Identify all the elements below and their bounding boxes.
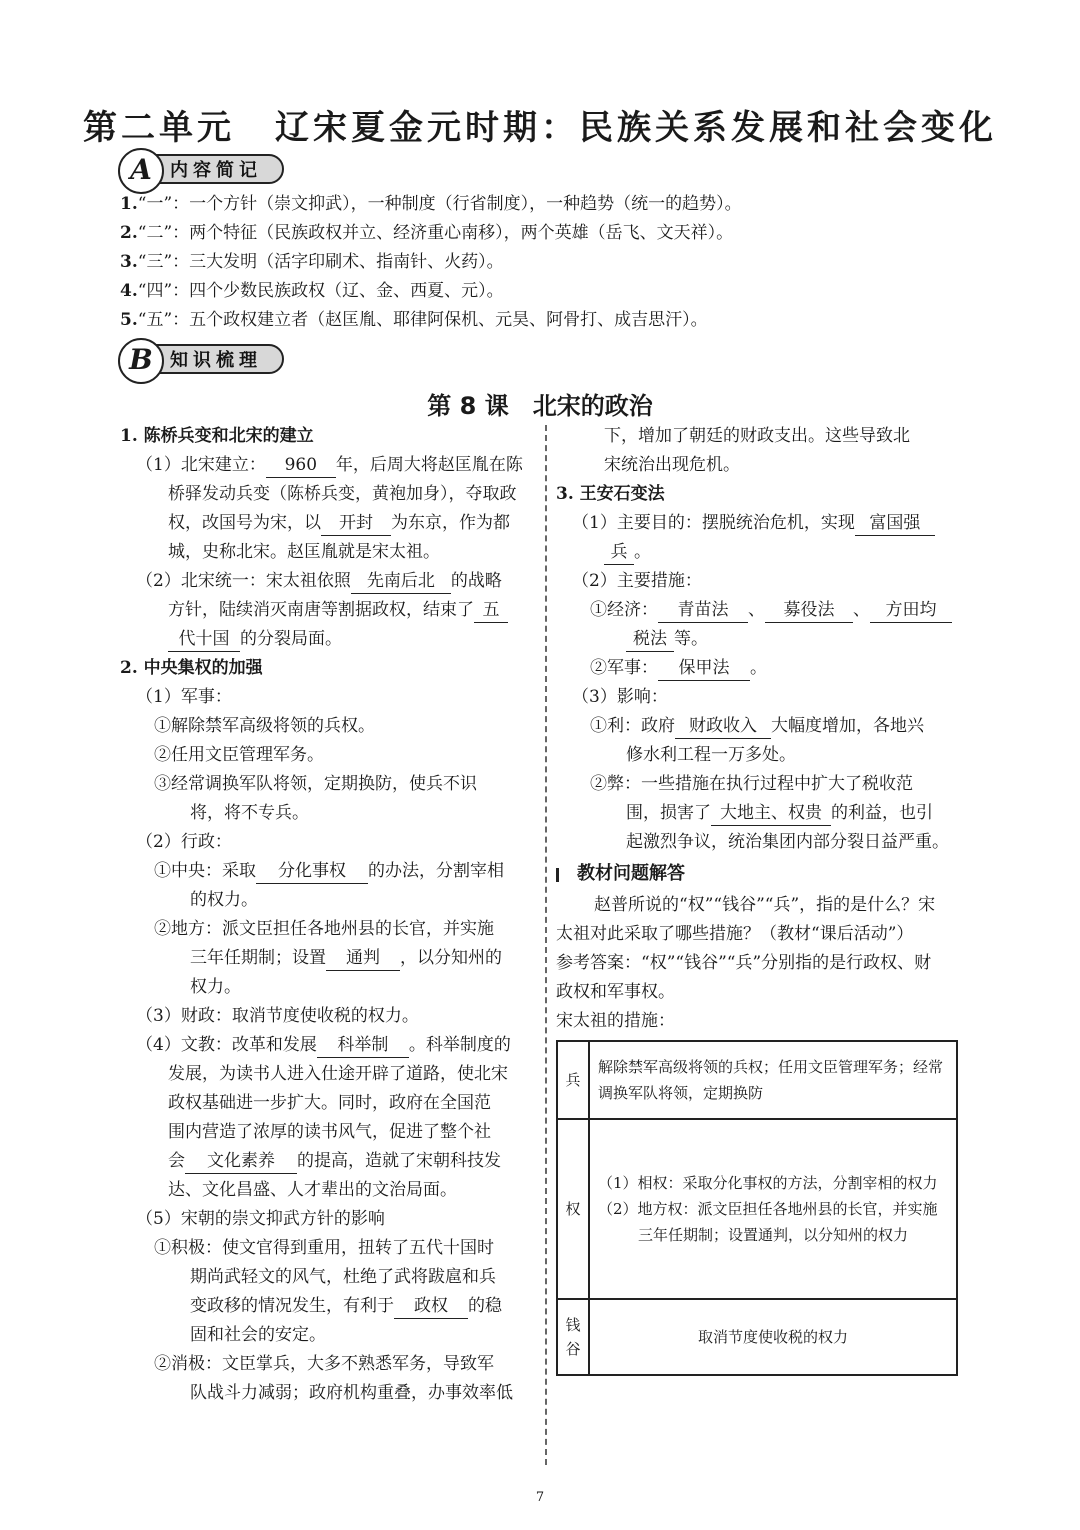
text-line: 城，史称北宋。赵匡胤就是宋太祖。 <box>168 542 440 562</box>
text-line: 代十国 的分裂局面。 <box>120 625 538 654</box>
answer-blank: 富国强 <box>855 511 935 536</box>
text-line: （2）北宋统一：宋太祖依照 先南后北 的战略 <box>120 567 538 596</box>
text-line: ①经济： 青苗法 、 募役法 、 方田均 <box>556 596 964 625</box>
text-line: ②军事： 保甲法 。 <box>556 654 964 683</box>
badge-label-b: 知识梳理 <box>144 344 284 374</box>
row-key: 兵 <box>557 1041 589 1119</box>
text-line: 权，改国号为宋，以 开封 为东京，作为都 <box>120 509 538 538</box>
text-line: 桥驿发动兵变（陈桥兵变，黄袍加身），夺取政 <box>168 484 517 504</box>
answer-blank: 开封 <box>321 511 391 536</box>
answer-blank: 文化素养 <box>185 1149 297 1174</box>
text-line: 围内营造了浓厚的读书风气，促进了整个社 <box>168 1122 491 1142</box>
text-line: 固和社会的安定。 <box>190 1325 326 1345</box>
text-line: 发展，为读书人进入仕途开辟了道路，使北宋 <box>168 1064 508 1084</box>
question-text: 太祖对此采取了哪些措施？（教材“课后活动”） <box>556 924 914 944</box>
text-line: （2）行政： <box>136 832 232 852</box>
section-badge-b <box>118 340 286 380</box>
row-value: 取消节度使收税的权力 <box>589 1299 957 1375</box>
section-badge-a <box>118 150 286 190</box>
text-line: ③经常调换军队将领，定期换防，使兵不识 <box>154 774 477 794</box>
text-line: ②任用文臣管理军务。 <box>154 745 324 765</box>
table-row <box>557 1299 957 1375</box>
answer-blank: 募役法 <box>765 598 853 623</box>
answer-blank: 兵 <box>604 540 634 565</box>
badge-letter-b: B <box>118 338 164 384</box>
content-summary <box>120 190 960 335</box>
summary-item: 2.“二”：两个特征（民族政权并立、经济重心南移），两个英雄（岳飞、文天祥）。 <box>120 223 734 243</box>
text-line: ①中央：采取 分化事权 的办法，分割宰相 <box>120 857 538 886</box>
badge-label-a: 内容简记 <box>144 154 284 184</box>
text-line: 围，损害了 大地主、权贵 的利益，也引 <box>556 799 964 828</box>
text-line: 兵 。 <box>556 538 964 567</box>
text-line: （3）影响： <box>572 687 668 707</box>
unit-subtitle: 辽宋夏金元时期：民族关系发展和社会变化 <box>275 108 997 148</box>
row-value: （1）相权：采取分化事权的方法，分割宰相的权力 （2）地方权：派文臣担任各地州县的长官，并实施三年任期制；设置通判，以分知州的权力 <box>589 1119 957 1299</box>
text-line: 的权力。 <box>190 890 258 910</box>
text-line: 变政移的情况发生，有利于 政权 的稳 <box>120 1292 538 1321</box>
answer-text: 参考答案：“权”“钱谷”“兵”分别指的是行政权、财 <box>556 953 932 973</box>
section-heading: 3. 王安石变法 <box>556 484 665 504</box>
text-line: 会 文化素养 的提高，造就了宋朝科技发 <box>120 1147 538 1176</box>
answer-blank: 财政收入 <box>675 714 771 739</box>
text-line: ②地方：派文臣担任各地州县的长官，并实施 <box>154 919 494 939</box>
answer-blank: 保甲法 <box>658 656 750 681</box>
answer-blank: 税法 <box>626 627 674 652</box>
answer-blank: 方田均 <box>870 598 952 623</box>
text-line: （3）财政：取消节度使收税的权力。 <box>136 1006 419 1026</box>
text-line: 宋统治出现危机。 <box>604 455 740 475</box>
answer-text: 宋太祖的措施： <box>556 1011 675 1031</box>
lesson-title: 第 8 课 北宋的政治 <box>427 392 653 420</box>
text-line: （1）北宋建立： 960 年，后周大将赵匡胤在陈 <box>120 451 538 480</box>
text-line: ①利：政府 财政收入 大幅度增加，各地兴 <box>556 712 964 741</box>
row-key: 权 <box>557 1119 589 1299</box>
badge-letter-a: A <box>118 148 164 194</box>
answer-blank: 科举制 <box>317 1033 409 1058</box>
answer-blank: 青苗法 <box>658 598 748 623</box>
answer-blank: 通判 <box>326 946 400 971</box>
summary-item: 3.“三”：三大发明（活字印刷术、指南针、火药）。 <box>120 252 504 272</box>
column-divider <box>545 425 547 1465</box>
text-line: 三年任期制；设置 通判 ，以分知州的 <box>120 944 538 973</box>
summary-item: 1.“一”：一个方针（崇文抑武），一种制度（行省制度），一种趋势（统一的趋势）。 <box>120 194 742 214</box>
summary-item: 4.“四”：四个少数民族政权（辽、金、西夏、元）。 <box>120 281 504 301</box>
section-heading: 1. 陈桥兵变和北宋的建立 <box>120 426 314 446</box>
right-column <box>556 422 964 1376</box>
text-line: ①解除禁军高级将领的兵权。 <box>154 716 375 736</box>
answer-blank: 大地主、权贵 <box>711 801 831 826</box>
answer-blank: 政权 <box>394 1294 468 1319</box>
textbook-heading: 教材问题解答 <box>556 857 964 891</box>
left-column <box>120 422 538 1408</box>
text-line: （4）文教：改革和发展 科举制 。科举制度的 <box>120 1031 538 1060</box>
text-line: ①积极：使文官得到重用，扭转了五代十国时 <box>154 1238 494 1258</box>
summary-item: 5.“五”：五个政权建立者（赵匡胤、耶律阿保机、元昊、阿骨打、成吉思汗）。 <box>120 310 708 330</box>
text-line: ②弊：一些措施在执行过程中扩大了税收范 <box>590 774 913 794</box>
text-line: 期尚武轻文的风气，杜绝了武将跋扈和兵 <box>190 1267 496 1287</box>
text-line: 队战斗力减弱；政府机构重叠，办事效率低 <box>190 1383 513 1403</box>
page-number: 7 <box>535 1490 545 1505</box>
table-row <box>557 1041 957 1119</box>
unit-title <box>0 100 1080 149</box>
text-line: 方针，陆续消灭南唐等割据政权，结束了 五 <box>120 596 538 625</box>
question-text: 赵普所说的“权”“钱谷”“兵”，指的是什么？宋 <box>594 895 936 915</box>
text-line: （2）主要措施： <box>572 571 702 591</box>
section-heading: 2. 中央集权的加强 <box>120 658 263 678</box>
table-row <box>557 1119 957 1299</box>
text-line: 修水利工程一万多处。 <box>626 745 796 765</box>
text-line: （5）宋朝的崇文抑武方针的影响 <box>136 1209 385 1229</box>
text-line: 起激烈争议，统治集团内部分裂日益严重。 <box>626 832 949 852</box>
text-line: 将，将不专兵。 <box>190 803 309 823</box>
answer-blank: 五 <box>474 598 508 623</box>
answer-blank: 分化事权 <box>256 859 368 884</box>
text-line: 税法 等。 <box>556 625 964 654</box>
text-line: ②消极：文臣掌兵，大多不熟悉军务，导致军 <box>154 1354 494 1374</box>
answer-blank: 代十国 <box>168 627 240 652</box>
answer-blank: 先南后北 <box>351 569 451 594</box>
measures-table <box>556 1040 958 1376</box>
answer-blank: 960 <box>266 453 336 478</box>
text-line: （1）主要目的：摆脱统治危机，实现 富国强 <box>556 509 964 538</box>
text-line: （1）军事： <box>136 687 232 707</box>
answer-text: 政权和军事权。 <box>556 982 675 1002</box>
text-line: 权力。 <box>190 977 241 997</box>
text-line: 下，增加了朝廷的财政支出。这些导致北 <box>604 426 910 446</box>
text-line: 政权基础进一步扩大。同时，政府在全国范 <box>168 1093 491 1113</box>
unit-number: 第二单元 <box>83 108 235 148</box>
row-key: 钱谷 <box>557 1299 589 1375</box>
text-line: 达、文化昌盛、人才辈出的文治局面。 <box>168 1180 457 1200</box>
row-value: 解除禁军高级将领的兵权；任用文臣管理军务；经常调换军队将领，定期换防 <box>589 1041 957 1119</box>
pen-icon <box>556 868 569 882</box>
